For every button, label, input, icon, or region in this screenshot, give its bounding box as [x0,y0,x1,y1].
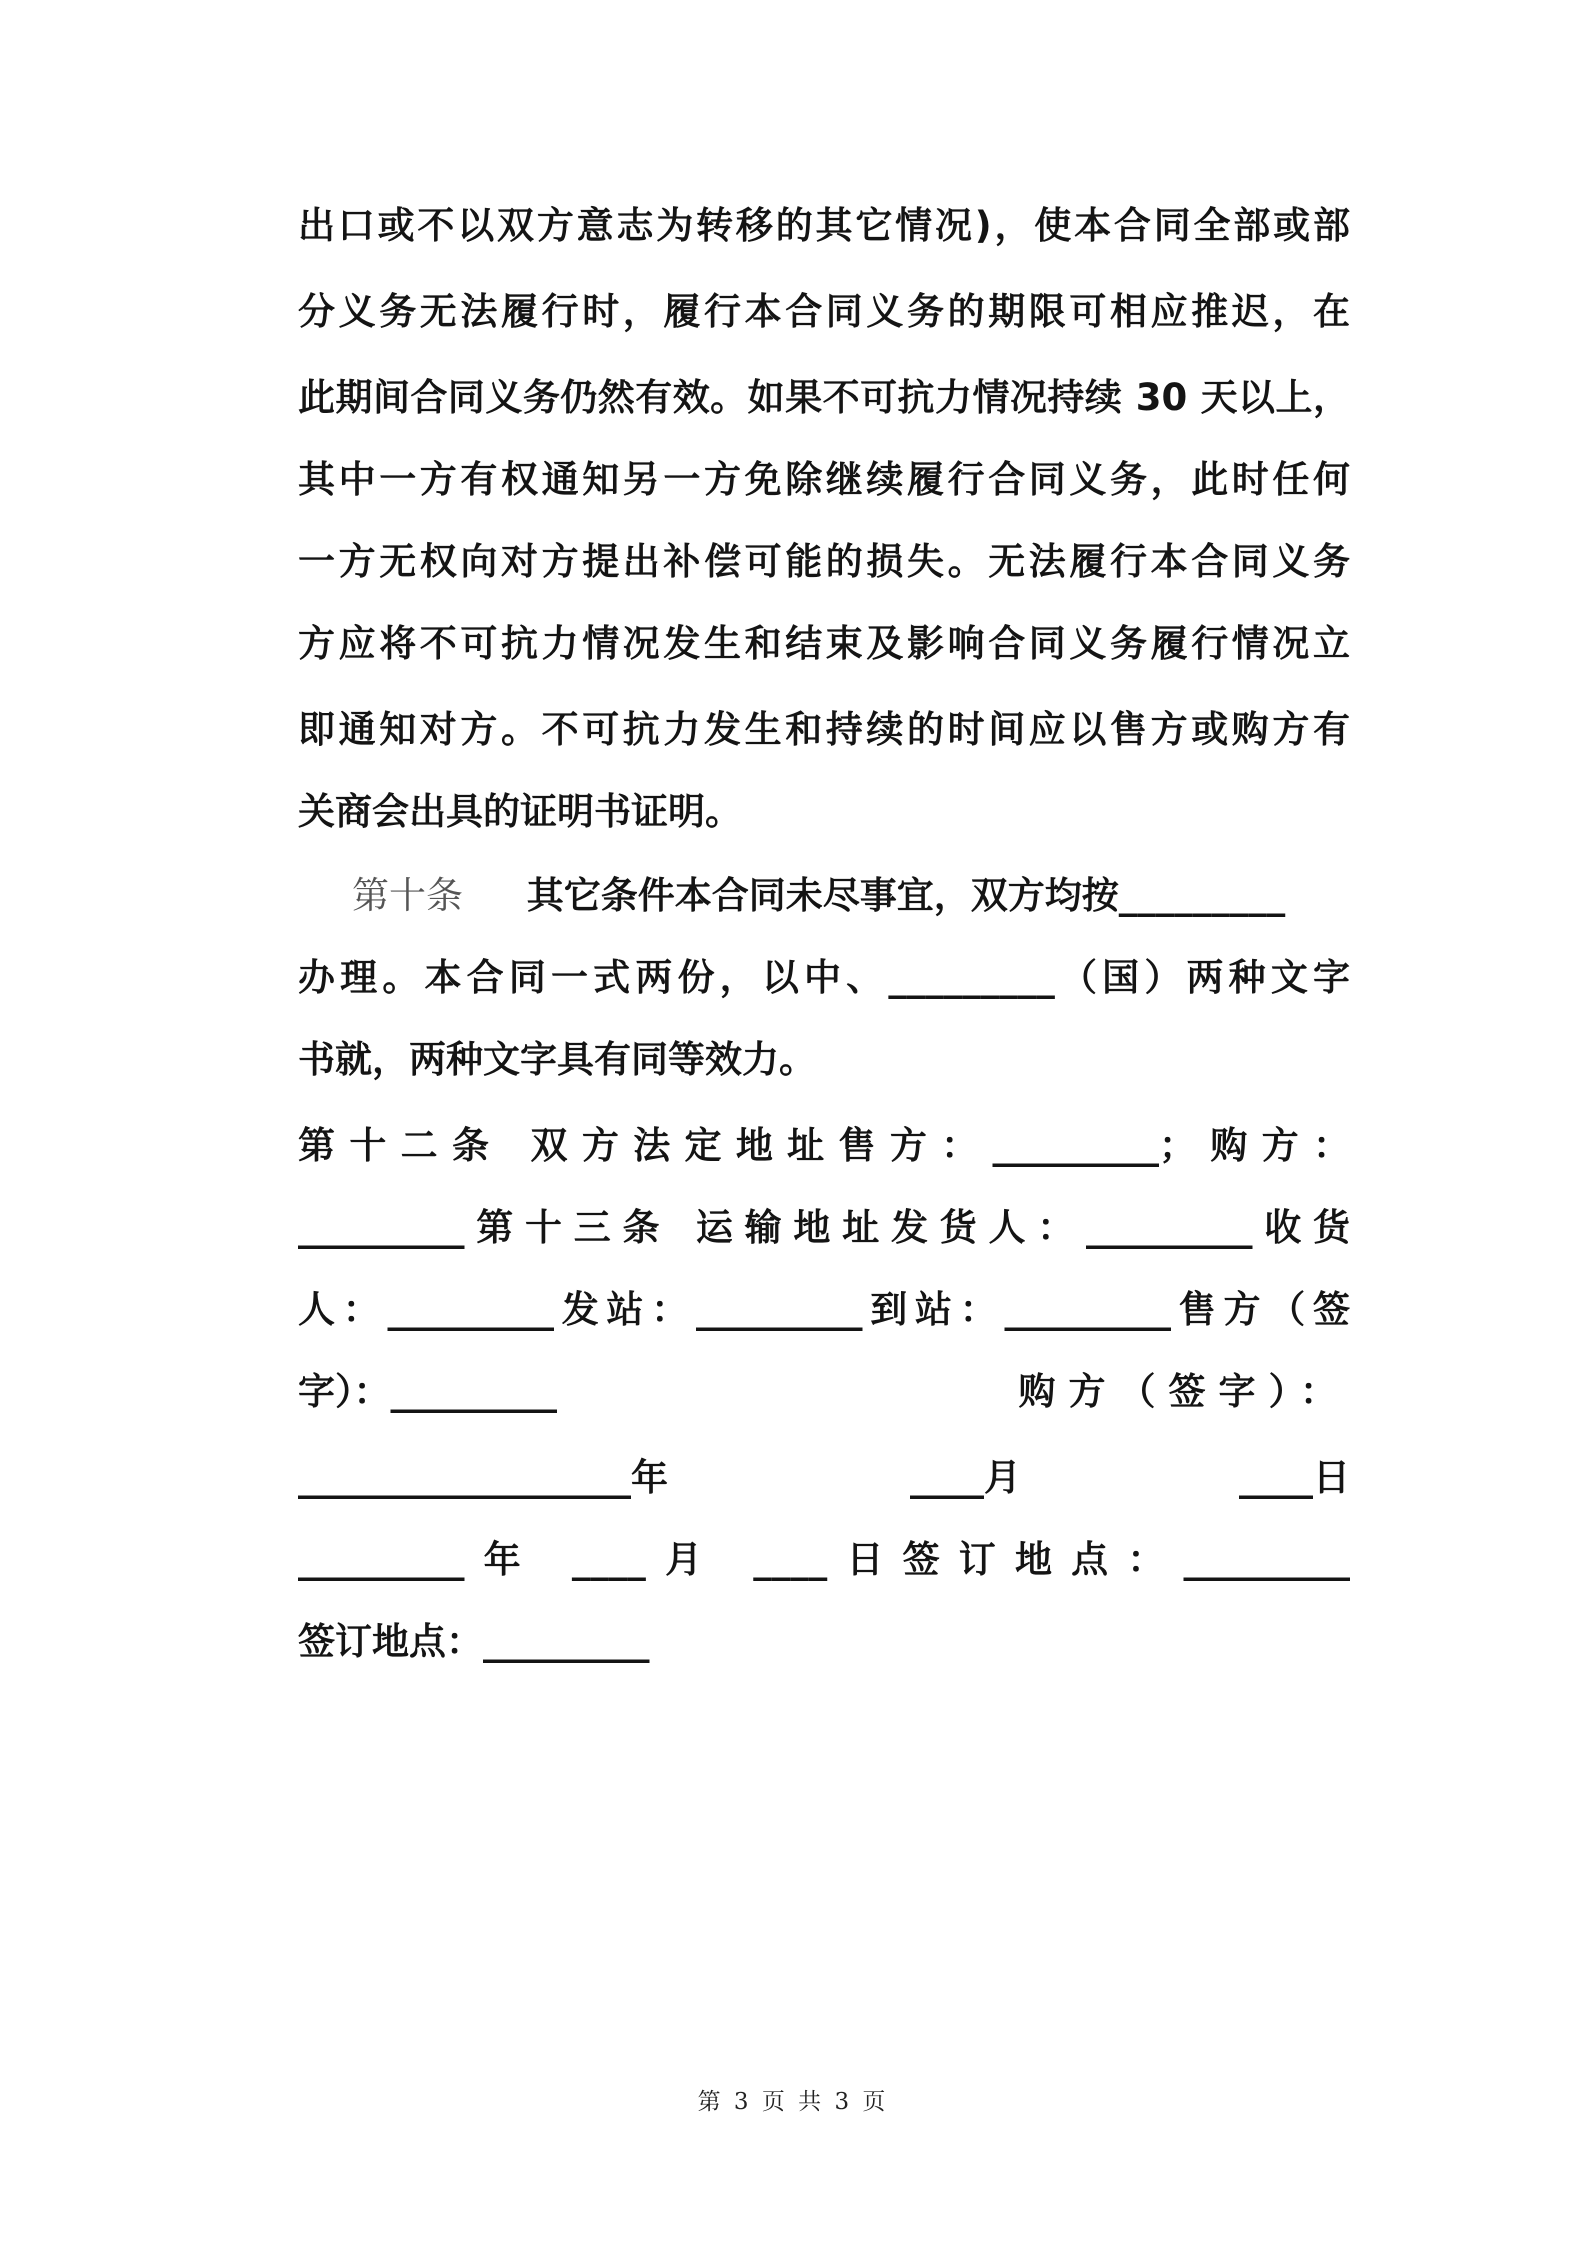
buyer-signature: 购方（签字）： [1018,1370,1350,1413]
paragraph-line: 关商会出具的证明书证明。 [298,790,742,833]
seller-date-line [298,1448,1350,1508]
article-10-line: 办理。本合同一式两份，以中、_________（国）两种文字 [298,956,1350,999]
paragraph-line: 此期间合同义务仍然有效。如果不可抗力情况持续 30 天以上， [298,376,1350,419]
seller-signature-line [298,1362,1350,1422]
paragraph-line: 即通知对方。不可抗力发生和持续的时间应以售方或购方有 [298,708,1350,751]
signing-place-line: 签订地点：_________ [298,1620,650,1663]
article-12-line: 第十二条 双方法定地址售方：_________；购方： [298,1124,1350,1167]
page-number: 第 3 页 共 3 页 [697,2089,889,2115]
article-10-number: 第十条 [352,874,463,917]
article-10-line: 书就，两种文字具有同等效力。 [298,1038,816,1081]
seller-date-month: ____月 [910,1456,1021,1499]
paragraph-line: 其中一方有权通知另一方免除继续履行合同义务，此时任何 [298,458,1350,501]
paragraph-line: 方应将不可抗力情况发生和结束及影响合同义务履行情况立 [298,622,1350,665]
seller-signature: 字）：_________ [298,1370,557,1413]
paragraph-line: 分义务无法履行时，履行本合同义务的期限可相应推迟，在 [298,290,1350,333]
buyer-date-place-line: _________年 ____月 ____日签订地点：_________ [298,1538,1350,1581]
paragraph-line: 一方无权向对方提出补偿可能的损失。无法履行本合同义务 [298,540,1350,583]
article-13-line: _________第十三条 运输地址发货人：_________收货 [298,1206,1350,1249]
paragraph-line: 出口或不以双方意志为转移的其它情况)，使本合同全部或部 [298,204,1350,247]
seller-date-year: __________________年 [298,1456,668,1499]
transport-line: 人：_________发站：_________到站：_________售方（签 [298,1288,1350,1331]
seller-date-day: ____日 [1239,1456,1350,1499]
article-10-first-line [352,866,1352,926]
article-10-text: 其它条件本合同未尽事宜，双方均按_________ [526,874,1286,917]
